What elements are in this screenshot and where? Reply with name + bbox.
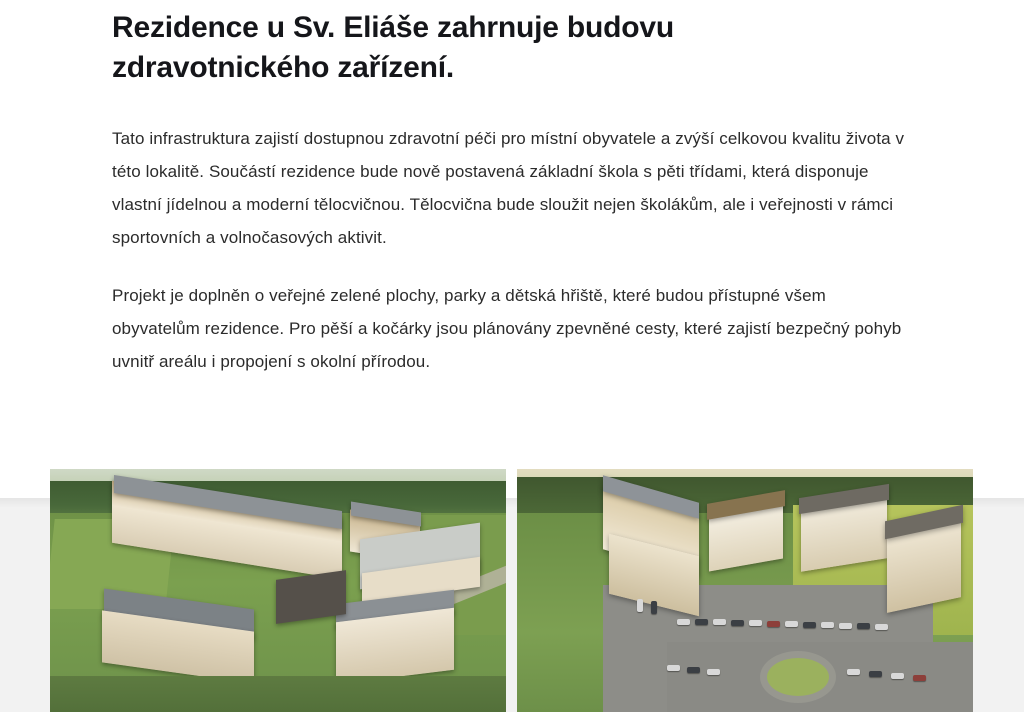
parked-car	[713, 619, 726, 625]
article-paragraph-1: Tato infrastruktura zajistí dostupnou zdravotní péči pro místní obyvatele a zvýší celkovou kvalitu života v této lokalitě. Součástí rezidence bude nově postavená základní škola s pěti třídami, která disponuje vlastní jídelnou a moderní tělocvičnou. Tělocvična bude sloužit nejen školákům, ale i veřejnosti v rámci sportovních a volnočasových aktivit.	[112, 129, 905, 247]
page-title: Rezidence u Sv. Eliáše zahrnuje budovu zdravotnického zařízení.	[112, 11, 674, 84]
foreground-greenery	[50, 676, 506, 712]
parked-car	[637, 599, 643, 612]
parked-car	[913, 675, 926, 681]
parked-car	[667, 665, 680, 671]
parked-car	[875, 624, 888, 630]
aerial-render-residence-school[interactable]	[50, 469, 506, 712]
parked-car	[891, 673, 904, 679]
image-gallery	[50, 469, 974, 712]
parked-car	[651, 601, 657, 614]
parked-car	[785, 621, 798, 627]
article-paragraph-2: Projekt je doplněn o veřejné zelené plochy, parky a dětská hřiště, které budou přístupné všem obyvatelům rezidence. Pro pěší a kočárky jsou plánovány zpevněné cesty, které zajistí bezpečný pohyb uvnitř areálu i propojení s okolní přírodou.	[112, 286, 902, 371]
parked-car	[767, 621, 780, 627]
parked-car	[847, 669, 860, 675]
aerial-render-residence-parking[interactable]	[517, 469, 973, 712]
parked-car	[677, 619, 690, 625]
parked-car	[821, 622, 834, 628]
parked-car	[695, 619, 708, 625]
parked-car	[731, 620, 744, 626]
parked-car	[687, 667, 700, 673]
parked-car	[803, 622, 816, 628]
parked-car	[707, 669, 720, 675]
parked-car	[839, 623, 852, 629]
parked-car	[749, 620, 762, 626]
parked-car	[857, 623, 870, 629]
roundabout	[760, 651, 836, 703]
parked-car	[869, 671, 882, 677]
